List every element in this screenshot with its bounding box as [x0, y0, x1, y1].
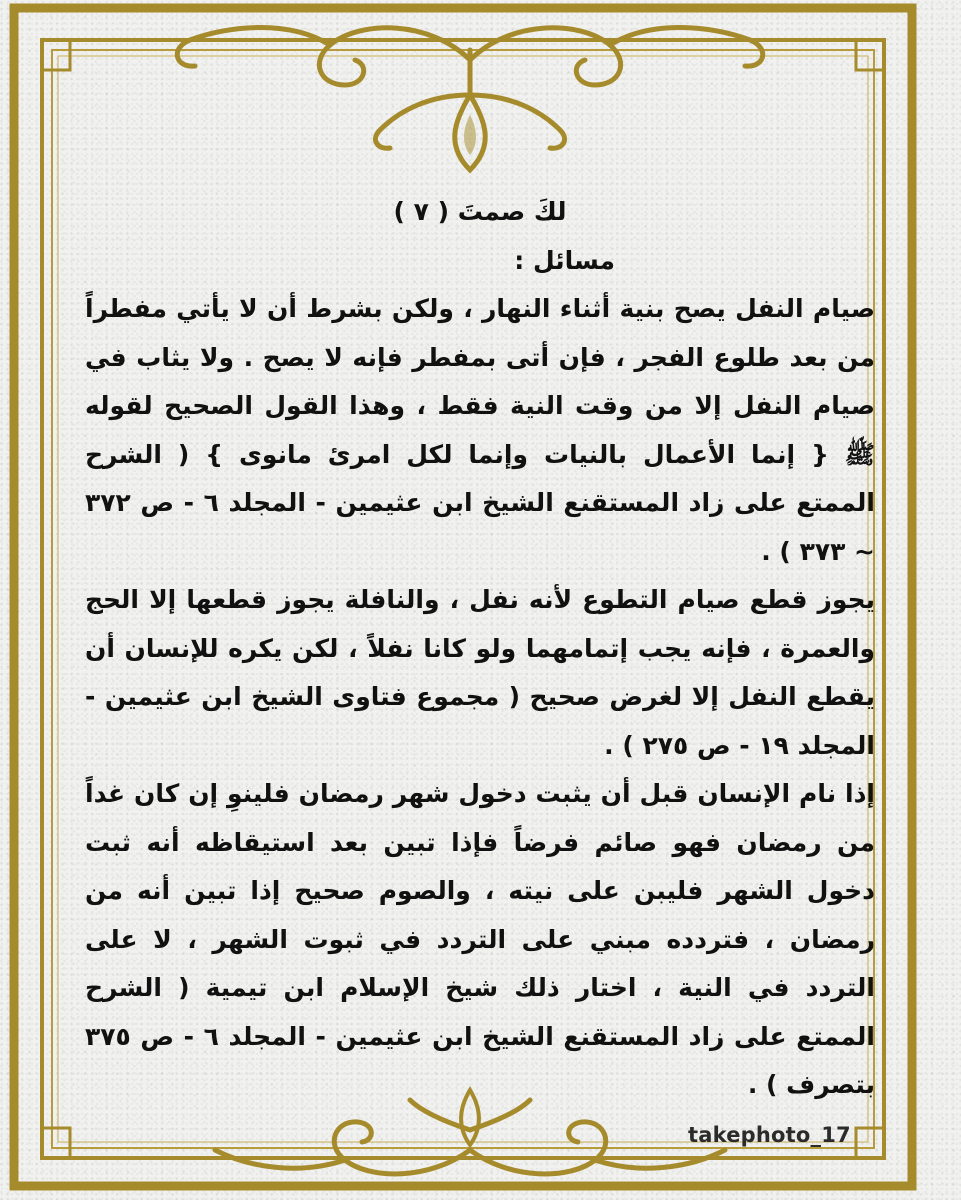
paragraph-3: إذا نام الإنسان قبل أن يثبت دخول شهر رمضان فلينوِ إن كان غداً من رمضان فهو صائم فرضاً فإذا تبين بعد استيقاظه أنه ثبت دخول الشهر فليبن على نيته ، والصوم صحيح إذا تبين أنه من رمضان ، فتردده مبني على التردد في ثبوت الشهر ، لا على التردد في النية ، اختار ذلك شيخ الإسلام ابن تيمية ( الشرح الممتع على زاد المستقنع الشيخ ابن عثيمين - المجلد ٦ - ص ٣٧٥ بتصرف ) . [85, 779, 875, 1099]
paragraph-1: صيام النفل يصح بنية أثناء النهار ، ولكن بشرط أن لا يأتي مفطراً من بعد طلوع الفجر ، فإن أتى بمفطر فإنه لا يصح . ولا يثاب في صيام النفل إلا من وقت النية فقط ، وهذا القول الصحيح لقوله ﷺ { إنما الأعمال بالنيات وإنما لكل امرئ مانوى } ( الشرح الممتع على زاد المستقنع الشيخ ابن عثيمين - المجلد ٦ - ص ٣٧٢ ~ ٣٧٣ ) . [85, 294, 875, 566]
watermark: takephoto_17 [688, 1123, 851, 1147]
bottom-ornament [215, 1100, 725, 1174]
paragraph-2: يجوز قطع صيام التطوع لأنه نفل ، والنافلة يجوز قطعها إلا الحج والعمرة ، فإنه يجب إتمامهما ولو كانا نفلاً ، لكن يكره للإنسان أن يقطع النفل إلا لغرض صحيح ( مجموع فتاوى الشيخ ابن عثيمين - المجلد ١٩ - ص ٢٧٥ ) . [85, 585, 875, 760]
article-title: لكَ صمتَ ( ٧ ) [393, 197, 567, 226]
article-body [85, 188, 875, 1110]
article-subtitle: مسائل : [514, 245, 615, 275]
